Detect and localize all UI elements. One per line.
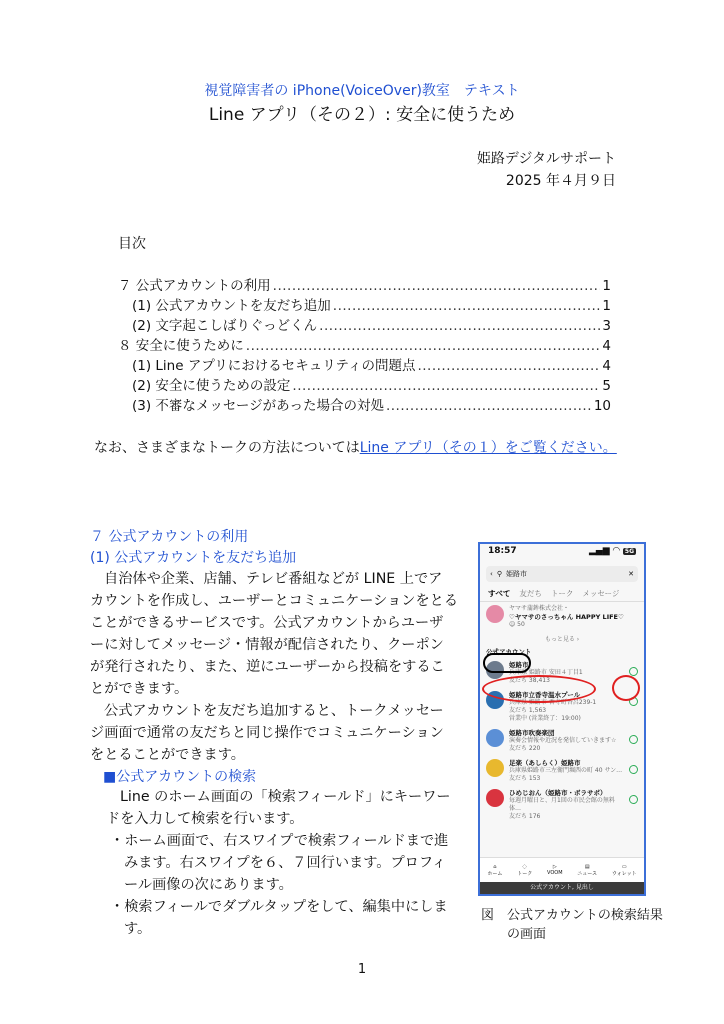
result-tabs <box>480 586 644 602</box>
tab-all[interactable]: すべて <box>488 589 511 598</box>
item-friends: 友だち 38,413 <box>509 677 550 684</box>
page-title: Line アプリ（その２）: 安全に使うため <box>208 105 516 125</box>
text-line: が発行されたり、また、逆にユーザーから投稿をするこ <box>90 659 445 675</box>
note-text: なお、さまざまなトークの方法については <box>94 440 360 456</box>
item-name: 姫路市立香寺温水プール <box>509 691 581 699</box>
avatar <box>486 605 504 623</box>
nav-talk[interactable] <box>517 864 532 877</box>
toc-entry-page: 10 <box>593 398 611 414</box>
tab-talk[interactable]: トーク <box>550 589 574 598</box>
toc-entry-page: 5 <box>602 378 611 394</box>
toc-entry-title: (2) 文字起こしばりぐっどくん <box>132 318 318 334</box>
toc-entry-title: (2) 安全に使うための設定 <box>132 378 291 394</box>
text-line: す。 <box>124 921 152 937</box>
toc-entry-page: 3 <box>602 318 611 334</box>
voiceover-caption-bar: 公式アカウント, 見出し <box>480 882 644 894</box>
caption-line: の画面 <box>507 927 547 942</box>
chat-icon: ◌ <box>522 863 527 870</box>
avatar <box>486 759 504 777</box>
nav-label: トーク <box>517 870 533 877</box>
tab-friends[interactable]: 友だち <box>519 589 542 598</box>
search-query[interactable]: 姫路市 <box>505 570 527 578</box>
text-line: をとることができます。 <box>90 747 245 763</box>
toc-entry[interactable] <box>118 336 611 356</box>
item-name: ひめじおん（姫路市・ボラサポ） <box>509 789 607 797</box>
item-sub: 兵庫県 姫路市 香寺町香呂239-1 <box>509 699 597 706</box>
news-icon: ▤ <box>584 863 590 870</box>
item-friends: 友だち 220 <box>509 745 541 752</box>
toc-entry-title: (1) Line アプリにおけるセキュリティの問題点 <box>132 358 416 374</box>
paragraph-search <box>106 786 471 830</box>
text-line: ・検索フィールでダブルタップをして、編集中にしま <box>110 899 448 915</box>
toc-entry-title: ８ 安全に使うために <box>118 338 244 354</box>
avatar <box>486 729 504 747</box>
list-item[interactable] <box>480 786 644 824</box>
text-line: みます。右スワイプを６、７回行います。プロフィ <box>124 855 447 871</box>
official-account-section-label: 公式アカウント <box>486 648 532 656</box>
author: 姫路デジタルサポート <box>476 151 616 167</box>
item-friends: 友だち 1,563 <box>509 707 547 714</box>
status-signal: 5G <box>624 548 634 555</box>
search-bar[interactable] <box>486 566 638 582</box>
highlight-ring-account <box>482 675 596 703</box>
toc-entry[interactable] <box>132 396 611 416</box>
caption-line: 図 公式アカウントの検索結果 <box>481 908 663 923</box>
line-app-part1-link[interactable]: Line アプリ（その１）をご覧ください。 <box>359 440 617 456</box>
figure-caption <box>481 906 663 944</box>
toc-entry-title: (3) 不審なメッセージがあった場合の対処 <box>132 398 384 414</box>
item-sub: 兵庫県姫路市三左衛門堀西の町 40 サン… <box>509 767 623 774</box>
toc-entry-page: 4 <box>602 338 611 354</box>
toc-entry-page: 4 <box>602 358 611 374</box>
item-friends: 友だち 153 <box>509 775 541 782</box>
item-sub: 毎週月曜日と、月1回の市民会館の無料体… <box>509 797 615 812</box>
bullet-item <box>110 830 472 896</box>
text-line: ドを入力して検索を行います。 <box>106 811 304 827</box>
item-sub: 演奏会情報や近況を発信していきます☆ <box>509 737 617 744</box>
item-sub: 兵庫県 姫路市 安田４丁目1 <box>509 669 583 676</box>
subsection-search-heading: ■公式アカウントの検索 <box>103 769 257 785</box>
text-line: 公式アカウントを友だち追加すると、トークメッセー <box>104 703 444 719</box>
document-series-title: 視覚障害者の iPhone(VoiceOver)教室 テキスト <box>204 83 520 99</box>
item-hours: 営業中 (営業終了：19:00) <box>509 715 581 722</box>
text-line: カウントを作成し、ユーザーとコミュニケーションをとる <box>90 593 459 609</box>
add-friend-icon[interactable] <box>629 735 638 744</box>
toc-entry[interactable] <box>132 296 611 316</box>
nav-label: ウォレット <box>611 870 637 877</box>
status-bar <box>480 544 644 562</box>
tab-messages[interactable]: メッセージ <box>582 589 620 598</box>
toc-entry[interactable] <box>132 356 611 376</box>
text-line: ことができるサービスです。公式アカウントからユーザ <box>90 615 444 631</box>
play-icon: ▷ <box>552 864 557 870</box>
bullet-item <box>110 896 472 940</box>
date: 2025 年４月９日 <box>505 173 616 189</box>
text-line: ーに対してメッセージ・情報が配信されたり、クーポン <box>90 637 444 653</box>
paragraph-intro <box>90 568 470 766</box>
page-number: 1 <box>357 962 367 977</box>
status-time: 18:57 <box>488 546 517 556</box>
toc-entry[interactable] <box>118 276 611 296</box>
add-friend-icon[interactable] <box>629 795 638 804</box>
item-name: 足楽（あしらく）姫路市 <box>509 759 581 767</box>
more-link[interactable]: もっと見る › <box>544 636 580 643</box>
item-friends: 友だち 176 <box>509 813 541 820</box>
phone-screenshot <box>478 542 646 896</box>
text-line: とができます。 <box>90 681 189 697</box>
item-name: 姫路市吹奏楽団 <box>509 729 555 737</box>
add-friend-icon[interactable] <box>629 765 638 774</box>
status-icons: ▂▄▆ ◠ 5G <box>588 546 634 556</box>
section-heading: ７ 公式アカウントの利用 <box>90 529 249 545</box>
toc-entry-page: 1 <box>602 278 611 294</box>
nav-label: ニュース <box>577 870 598 877</box>
highlight-ring-add-button <box>612 675 640 701</box>
search-icon: ⚲ <box>496 570 502 578</box>
nav-home[interactable] <box>487 864 502 877</box>
avatar <box>486 789 504 807</box>
item-sub: ヤマサ蒲鉾株式会社・ <box>509 605 570 612</box>
back-chevron-icon[interactable]: ‹ <box>490 570 493 578</box>
toc-entry-title: ７ 公式アカウントの利用 <box>118 278 271 294</box>
nav-news[interactable] <box>577 864 597 877</box>
text-line: ・ホーム画面で、右スワイプで検索フィールドまで進 <box>110 833 449 849</box>
item-name: 姫路市 <box>509 661 529 669</box>
nav-wallet[interactable] <box>612 864 637 877</box>
toc-heading: 目次 <box>118 236 146 252</box>
note-paragraph <box>94 437 617 457</box>
text-line: Line のホーム画面の「検索フィールド」にキーワー <box>120 789 451 805</box>
clear-icon[interactable]: ✕ <box>628 570 634 578</box>
toc-entry-page: 1 <box>602 298 611 314</box>
subsection-heading: (1) 公式アカウントを友だち追加 <box>90 550 297 566</box>
nav-label: VOOM <box>546 870 563 876</box>
text-line: 自治体や企業、店舗、テレビ番組などが LINE 上でア <box>104 571 443 587</box>
nav-label: ホーム <box>487 870 503 877</box>
home-icon: ⌂ <box>493 863 497 870</box>
add-friend-icon[interactable] <box>629 667 638 676</box>
bottom-navigation <box>480 857 644 882</box>
list-item[interactable] <box>480 726 644 756</box>
toc-entry-title: (1) 公式アカウントを友だち追加 <box>132 298 331 314</box>
wallet-icon: ▭ <box>621 863 627 870</box>
highlight-ring-section <box>483 653 531 673</box>
text-line: ジ画面で通常の友だちと同じ操作でコミュニケーション <box>90 725 444 741</box>
nav-voom[interactable] <box>547 864 563 876</box>
toc-entry[interactable] <box>132 376 611 396</box>
list-item[interactable] <box>480 756 644 786</box>
item-count: 50 <box>517 621 525 628</box>
toc-entry[interactable] <box>132 316 611 336</box>
item-name: ♡ヤマサのさっちゃん HAPPY LIFE♡ <box>509 613 624 621</box>
text-line: ール画像の次にあります。 <box>124 877 293 893</box>
list-item[interactable]: ヤマサ蒲鉾株式会社・ ♡ヤマサのさっちゃん HAPPY LIFE♡ ☺ 50 <box>480 602 644 632</box>
